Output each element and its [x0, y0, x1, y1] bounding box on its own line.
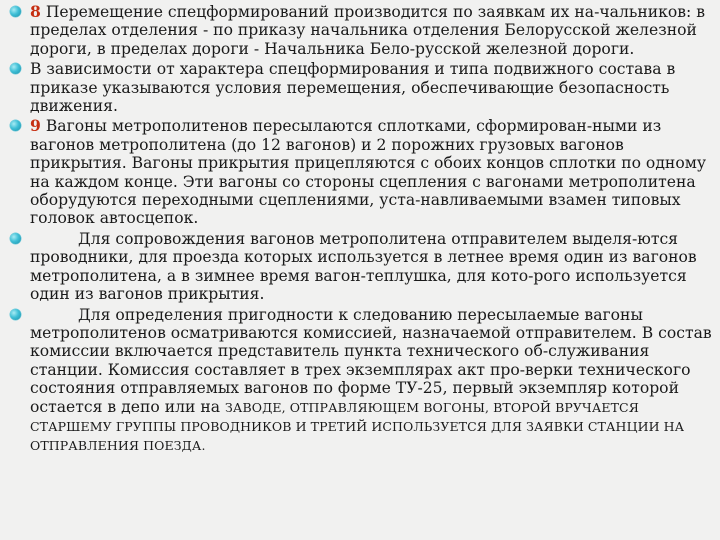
list-item [8, 230, 714, 304]
item-text: Перемещение спецформирований производится по заявкам их на-чальников: в пределах отделения - по приказу начальника отделения Белорусской железной дороги, в пределах дороги - Начальника Бело-русской железной дороги. [30, 3, 706, 58]
item-text: Для определения пригодности к следованию пересылаемые вагоны метрополитенов осматриваются комиссией, назначаемой отправителем. В состав комиссии включается представитель пункта технического об-служивания станции. Комиссия составляет в трех экземплярах акт про-верки технического состояния отправляемых вагонов по форме ТУ-25, первый экземпляр которой остается в депо или на [30, 305, 712, 416]
list-item [8, 117, 714, 227]
bullet-list [8, 3, 714, 456]
item-text-tail: ЗАВОДЕ, ОТПРАВЛЯЮЩЕМ ВОГОНЫ, ВТОРОЙ ВРУЧАЕТСЯ СТАРШЕМУ ГРУППЫ ПРОВОДНИКОВ И ТРЕТИЙ ИСПОЛЬЗУЕТСЯ ДЛЯ ЗАЯВКИ СТАНЦИИ НА ОТПРАВЛЕНИЯ ПОЕЗДА. [30, 399, 685, 454]
list-item [8, 306, 714, 456]
item-number: 8 [30, 2, 41, 21]
list-item [8, 60, 714, 115]
bullet-dot-icon [10, 233, 21, 244]
bullet-dot-icon [10, 6, 21, 17]
bullet-dot-icon [10, 309, 21, 320]
item-text: Вагоны метрополитенов пересылаются сплотками, сформирован-ными из вагонов метрополитена (до 12 вагонов) и 2 порожних грузовых вагонов прикрытия. Вагоны прикрытия прицепляются с обоих концов сплотки по одному на каждом конце. Эти вагоны со стороны сцепления с вагонами метрополитена оборудуются переходными сцеплениями, уста-навливаемыми взамен типовых головок автосцепок. [30, 117, 707, 228]
bullet-dot-icon [10, 63, 21, 74]
bullet-dot-icon [10, 120, 21, 131]
item-number: 9 [30, 116, 41, 136]
list-item [8, 3, 714, 58]
item-text: Для сопровождения вагонов метрополитена отправителем выделя-ются проводники, для проезда которых используется в летнее время один из вагонов метрополитена, а в зимнее время вагон-теплушка, для кото-рого используется один из вагонов прикрытия. [30, 229, 697, 304]
item-text: В зависимости от характера спецформирования и типа подвижного состава в приказе указываются условия перемещения, обеспечивающие безопасность движения. [30, 60, 676, 116]
